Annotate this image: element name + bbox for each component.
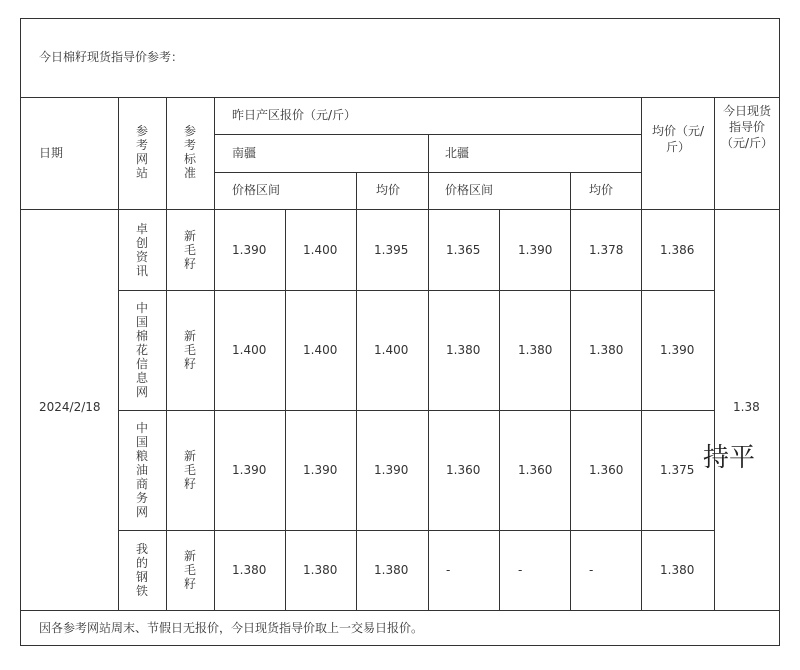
site-cell: 中国粮油商务网	[135, 421, 148, 519]
header-guide-price: 今日现货指导价（元/斤）	[721, 104, 774, 150]
price-cell-s-low: 1.390	[232, 463, 267, 477]
price-cell-s-high: 1.400	[303, 343, 338, 357]
footnote: 因各参考网站周末、节假日无报价，今日现货指导价取上一交易日报价。	[39, 621, 424, 635]
price-cell-s-high: 1.400	[303, 242, 338, 257]
rule	[499, 209, 500, 610]
price-cell-avg: 1.380	[660, 563, 695, 577]
price-cell-s-low: 1.380	[232, 563, 267, 577]
price-table	[20, 18, 780, 646]
rule	[21, 610, 779, 611]
price-cell-n-low: 1.360	[446, 463, 481, 477]
header-south-range: 价格区间	[232, 183, 281, 197]
guide-price-cell: 1.38	[733, 400, 760, 414]
rule	[118, 530, 714, 531]
header-south-avg: 均价	[376, 183, 401, 197]
rule	[641, 97, 642, 610]
standard-cell: 新毛籽	[183, 549, 196, 591]
price-cell-n-high: 1.380	[518, 343, 553, 357]
rule	[214, 97, 215, 610]
price-cell-s-high: 1.390	[303, 463, 338, 477]
price-cell-s-avg: 1.390	[374, 463, 409, 477]
price-cell-s-low: 1.390	[232, 242, 267, 257]
rule	[118, 410, 714, 411]
header-north-avg: 均价	[589, 183, 614, 197]
header-south: 南疆	[232, 146, 257, 160]
rule	[166, 97, 167, 610]
price-cell-s-avg: 1.395	[374, 242, 409, 257]
site-cell: 我的钢铁	[135, 542, 148, 598]
rule	[285, 209, 286, 610]
price-cell-avg: 1.386	[660, 242, 695, 257]
price-cell-s-low: 1.400	[232, 343, 267, 357]
price-cell-n-high: 1.390	[518, 242, 553, 257]
rule	[21, 97, 779, 98]
rule	[570, 172, 571, 610]
rule	[21, 209, 779, 210]
header-north-range: 价格区间	[445, 183, 494, 197]
rule	[356, 172, 357, 610]
price-cell-n-low: -	[446, 563, 451, 577]
price-cell-n-high: 1.360	[518, 463, 553, 477]
table-title: 今日棉籽现货指导价参考：	[39, 50, 184, 64]
site-cell: 卓创资讯	[135, 221, 148, 278]
standard-cell: 新毛籽	[183, 228, 196, 271]
rule	[428, 134, 429, 610]
rule	[118, 97, 119, 610]
rule	[714, 97, 715, 610]
header-avg-price: 均价（元/斤）	[651, 124, 705, 154]
price-cell-n-avg: 1.360	[589, 463, 624, 477]
header-north: 北疆	[445, 146, 470, 160]
price-cell-n-avg: -	[589, 563, 594, 577]
price-cell-n-avg: 1.380	[589, 343, 624, 357]
site-cell: 中国棉花信息网	[135, 301, 148, 399]
standard-cell: 新毛籽	[183, 449, 196, 491]
price-cell-n-avg: 1.378	[589, 242, 624, 257]
header-date: 日期	[39, 146, 64, 160]
date-cell: 2024/2/18	[39, 400, 101, 414]
price-cell-n-low: 1.380	[446, 343, 481, 357]
rule	[118, 290, 714, 291]
trend-label: 持平	[703, 443, 756, 473]
price-cell-n-high: -	[518, 563, 523, 577]
standard-cell: 新毛籽	[183, 329, 196, 371]
price-cell-avg: 1.375	[660, 463, 695, 477]
price-cell-n-low: 1.365	[446, 242, 481, 257]
header-standard: 参考标准	[183, 124, 196, 180]
header-yesterday: 昨日产区报价（元/斤）	[232, 108, 357, 122]
price-cell-avg: 1.390	[660, 343, 695, 357]
price-cell-s-high: 1.380	[303, 563, 338, 577]
price-cell-s-avg: 1.400	[374, 343, 409, 357]
header-site: 参考网站	[135, 124, 148, 180]
price-cell-s-avg: 1.380	[374, 563, 409, 577]
